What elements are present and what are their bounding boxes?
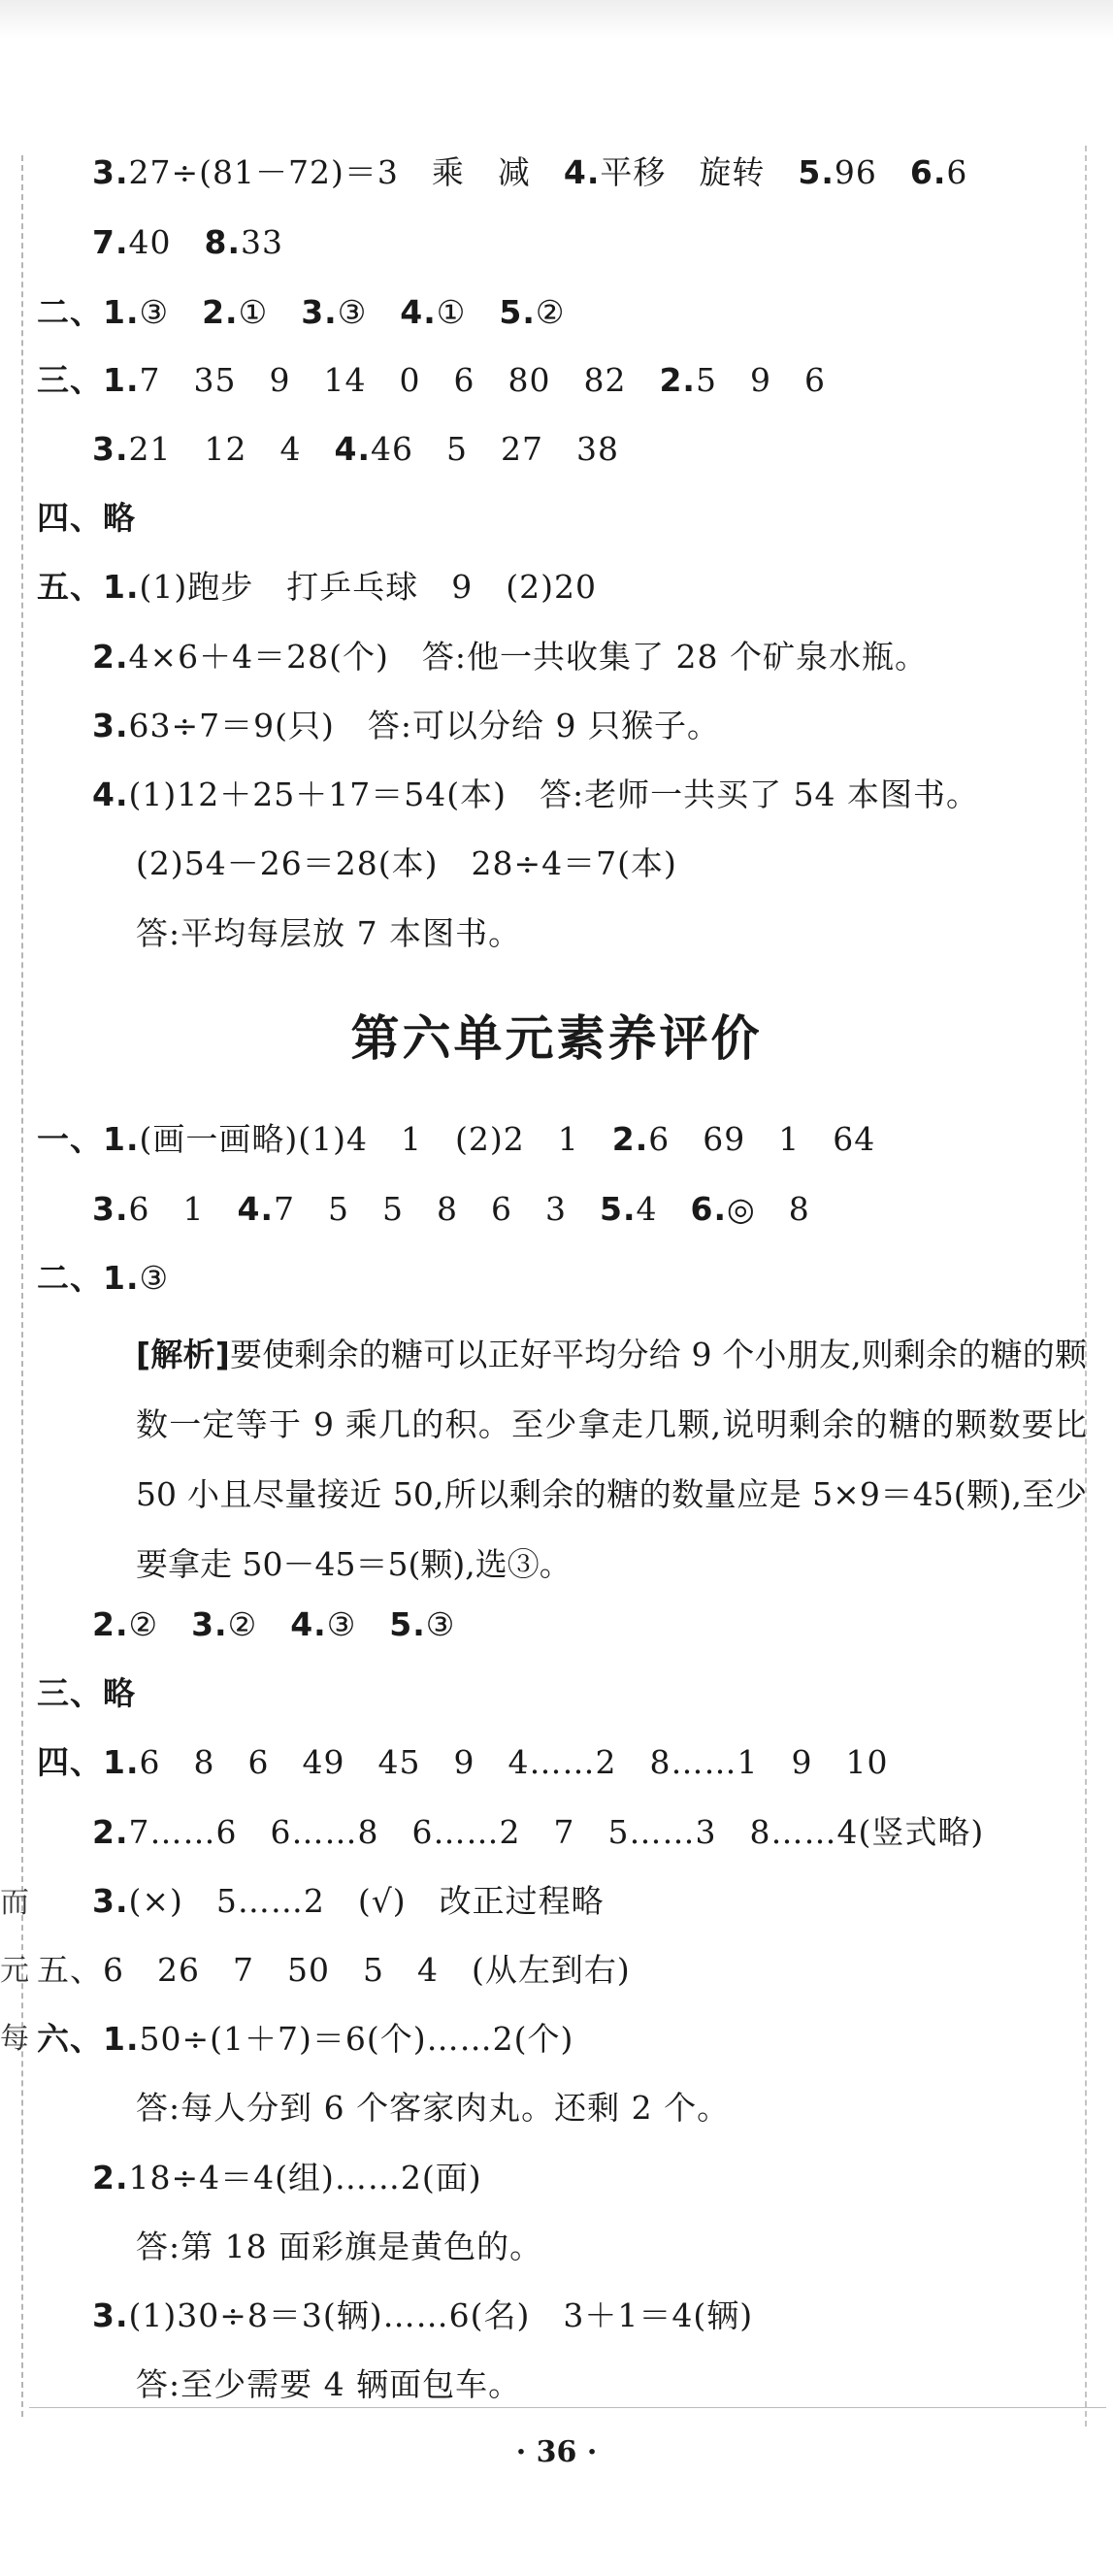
answer-text: ③ — [139, 1259, 170, 1297]
answer-line — [37, 1741, 888, 1784]
answer-text: 答:每人分到 6 个客家肉丸。还剩 2 个。 — [136, 2089, 731, 2127]
answer-text: 18÷4＝4(组)……2(面) — [128, 2159, 482, 2196]
item-number: 7. — [92, 223, 129, 261]
answer-line — [37, 359, 826, 402]
item-number: 4. — [237, 1190, 274, 1228]
answer-text: 五、6 26 7 50 5 4 (从左到右) — [37, 1951, 631, 1989]
answer-text: ③ — [326, 1605, 390, 1643]
page-number: · 36 · — [515, 2435, 598, 2469]
answer-text: 平移 旋转 — [600, 153, 799, 191]
answer-text: 答:至少需要 4 辆面包车。 — [136, 2365, 522, 2403]
answer-line — [37, 1257, 169, 1300]
section-heading: 四、略 — [37, 499, 136, 537]
answer-text: (1)30÷8＝3(辆)……6(名) 3＋1＝4(辆) — [128, 2296, 754, 2334]
item-number: 4. — [400, 293, 437, 331]
answer-text: 5 9 6 — [695, 361, 826, 399]
answer-line — [92, 705, 720, 747]
answer-line — [92, 1603, 455, 1646]
answer-text: 7 35 9 14 0 6 80 82 — [139, 361, 660, 399]
answer-line — [136, 842, 677, 885]
answer-text: 6 — [946, 153, 968, 191]
item-number: 2. — [92, 1813, 129, 1851]
item-number: 3. — [92, 1882, 129, 1920]
left-binding-line — [21, 155, 23, 2417]
answer-text: ② — [128, 1605, 192, 1643]
margin-fragment: 元 — [0, 1954, 29, 1988]
answer-line — [92, 428, 619, 471]
item-number: 2. — [659, 361, 696, 399]
answer-line — [37, 497, 136, 540]
answer-line — [92, 636, 928, 678]
answer-text: 27÷(81－72)＝3 乘 减 — [128, 153, 564, 191]
answer-text: (1)跑步 打乒乓球 9 (2)20 — [139, 568, 597, 606]
item-number: 2. — [92, 1605, 129, 1643]
bottom-rule — [29, 2407, 1106, 2408]
item-number: 3. — [92, 153, 129, 191]
answer-text: 6 1 — [128, 1190, 238, 1228]
answer-text: 7……6 6……8 6……2 7 5……3 8……4(竖式略) — [128, 1813, 985, 1851]
analysis-tag: [解析] — [136, 1336, 230, 1373]
answer-line — [37, 1949, 631, 1992]
item-number: 4. — [563, 153, 601, 191]
section-heading: 二、1. — [37, 293, 140, 331]
item-number: 3. — [191, 1605, 228, 1643]
answer-text: (画一画略)(1)4 1 (2)2 1 — [139, 1120, 612, 1158]
item-number: 5. — [499, 293, 536, 331]
answer-line — [37, 566, 597, 609]
section-heading: 四、1. — [37, 1743, 140, 1781]
answer-line — [37, 1672, 136, 1715]
section-heading: 一、1. — [37, 1120, 140, 1158]
answer-line — [92, 1880, 605, 1923]
answer-text: 6 69 1 64 — [648, 1120, 876, 1158]
item-number: 3. — [301, 293, 338, 331]
answer-text: 4×6＋4＝28(个) 答:他一共收集了 28 个矿泉水瓶。 — [128, 638, 928, 676]
section-heading: 二、1. — [37, 1259, 140, 1297]
answer-line — [92, 2295, 753, 2337]
answer-text: 96 — [834, 153, 910, 191]
item-number: 4. — [92, 776, 129, 813]
item-number: 4. — [334, 430, 371, 468]
item-number: 8. — [204, 223, 241, 261]
section-heading: 三、1. — [37, 361, 140, 399]
answer-line — [92, 774, 979, 816]
item-number: 3. — [92, 2296, 129, 2334]
item-number: 3. — [92, 1190, 129, 1228]
item-number: 4. — [290, 1605, 327, 1643]
answer-text: ③ — [139, 293, 203, 331]
answer-text: 50÷(1＋7)＝6(个)……2(个) — [139, 2020, 574, 2058]
answer-text: ③ — [425, 1605, 456, 1643]
answer-text: ① — [436, 293, 500, 331]
answer-text: (1)12＋25＋17＝54(本) 答:老师一共买了 54 本图书。 — [128, 776, 980, 813]
answer-text: ① — [238, 293, 302, 331]
scan-top-shade — [0, 0, 1113, 39]
item-number: 3. — [92, 707, 129, 744]
section-heading: 三、略 — [37, 1674, 136, 1712]
answer-line — [136, 2363, 521, 2406]
answer-text: 21 12 4 — [128, 430, 335, 468]
item-number: 2. — [202, 293, 239, 331]
answer-text: 63÷7＝9(只) 答:可以分给 9 只猴子。 — [128, 707, 720, 744]
answer-text: 6 8 6 49 45 9 4……2 8……1 9 10 — [139, 1743, 889, 1781]
answer-text: (2)54－26＝28(本) 28÷4＝7(本) — [136, 844, 677, 882]
section-heading: 六、1. — [37, 2020, 140, 2058]
answer-text: 33 — [241, 223, 283, 261]
answer-text: ② — [227, 1605, 291, 1643]
answer-text: 4 — [636, 1190, 691, 1228]
section-title: 第六单元素养评价 — [350, 1010, 763, 1067]
analysis-paragraph — [136, 1320, 1087, 1600]
answer-text: ③ — [337, 293, 401, 331]
answer-line — [136, 2087, 730, 2130]
section-heading: 五、1. — [37, 568, 140, 606]
answer-line — [92, 1811, 984, 1854]
item-number: 5. — [389, 1605, 426, 1643]
answer-text: (×) 5……2 (√) 改正过程略 — [128, 1882, 605, 1920]
answer-line — [92, 2157, 482, 2199]
answer-text: ◎ 8 — [726, 1190, 810, 1228]
right-binding-line — [1085, 146, 1087, 2427]
answer-text: ② — [535, 293, 566, 331]
item-number: 3. — [92, 430, 129, 468]
item-number: 2. — [92, 2159, 129, 2196]
item-number: 5. — [798, 153, 835, 191]
answer-text: 答:平均每层放 7 本图书。 — [136, 914, 522, 952]
answer-text: 46 5 27 38 — [370, 430, 619, 468]
margin-fragment: 而 — [0, 1886, 29, 1920]
answer-line — [37, 291, 565, 334]
answer-line — [92, 151, 967, 194]
answer-line — [136, 912, 521, 955]
item-number: 2. — [92, 638, 129, 676]
margin-fragment: 每 — [0, 2022, 29, 2056]
item-number: 2. — [611, 1120, 649, 1158]
answer-line — [92, 221, 283, 264]
answer-line — [37, 2018, 573, 2061]
answer-line — [92, 1188, 810, 1231]
analysis-text: 要使剩余的糖可以正好平均分给 9 个小朋友,则剩余的糖的颗数一定等于 9 乘几的积。至少拿走几颗,说明剩余的糖的颗数要比 50 小且尽量接近 50,所以剩余的糖的数量应是 5×9＝45(颗),至少要拿走 50－45＝5(颗),选③。 — [136, 1336, 1087, 1583]
answer-text: 答:第 18 面彩旗是黄色的。 — [136, 2228, 543, 2265]
item-number: 5. — [599, 1190, 637, 1228]
item-number: 6. — [909, 153, 947, 191]
answer-text: 7 5 5 8 6 3 — [274, 1190, 600, 1228]
answer-text: 40 — [128, 223, 205, 261]
answer-line — [136, 2226, 542, 2268]
item-number: 6. — [690, 1190, 727, 1228]
answer-line — [37, 1118, 875, 1161]
